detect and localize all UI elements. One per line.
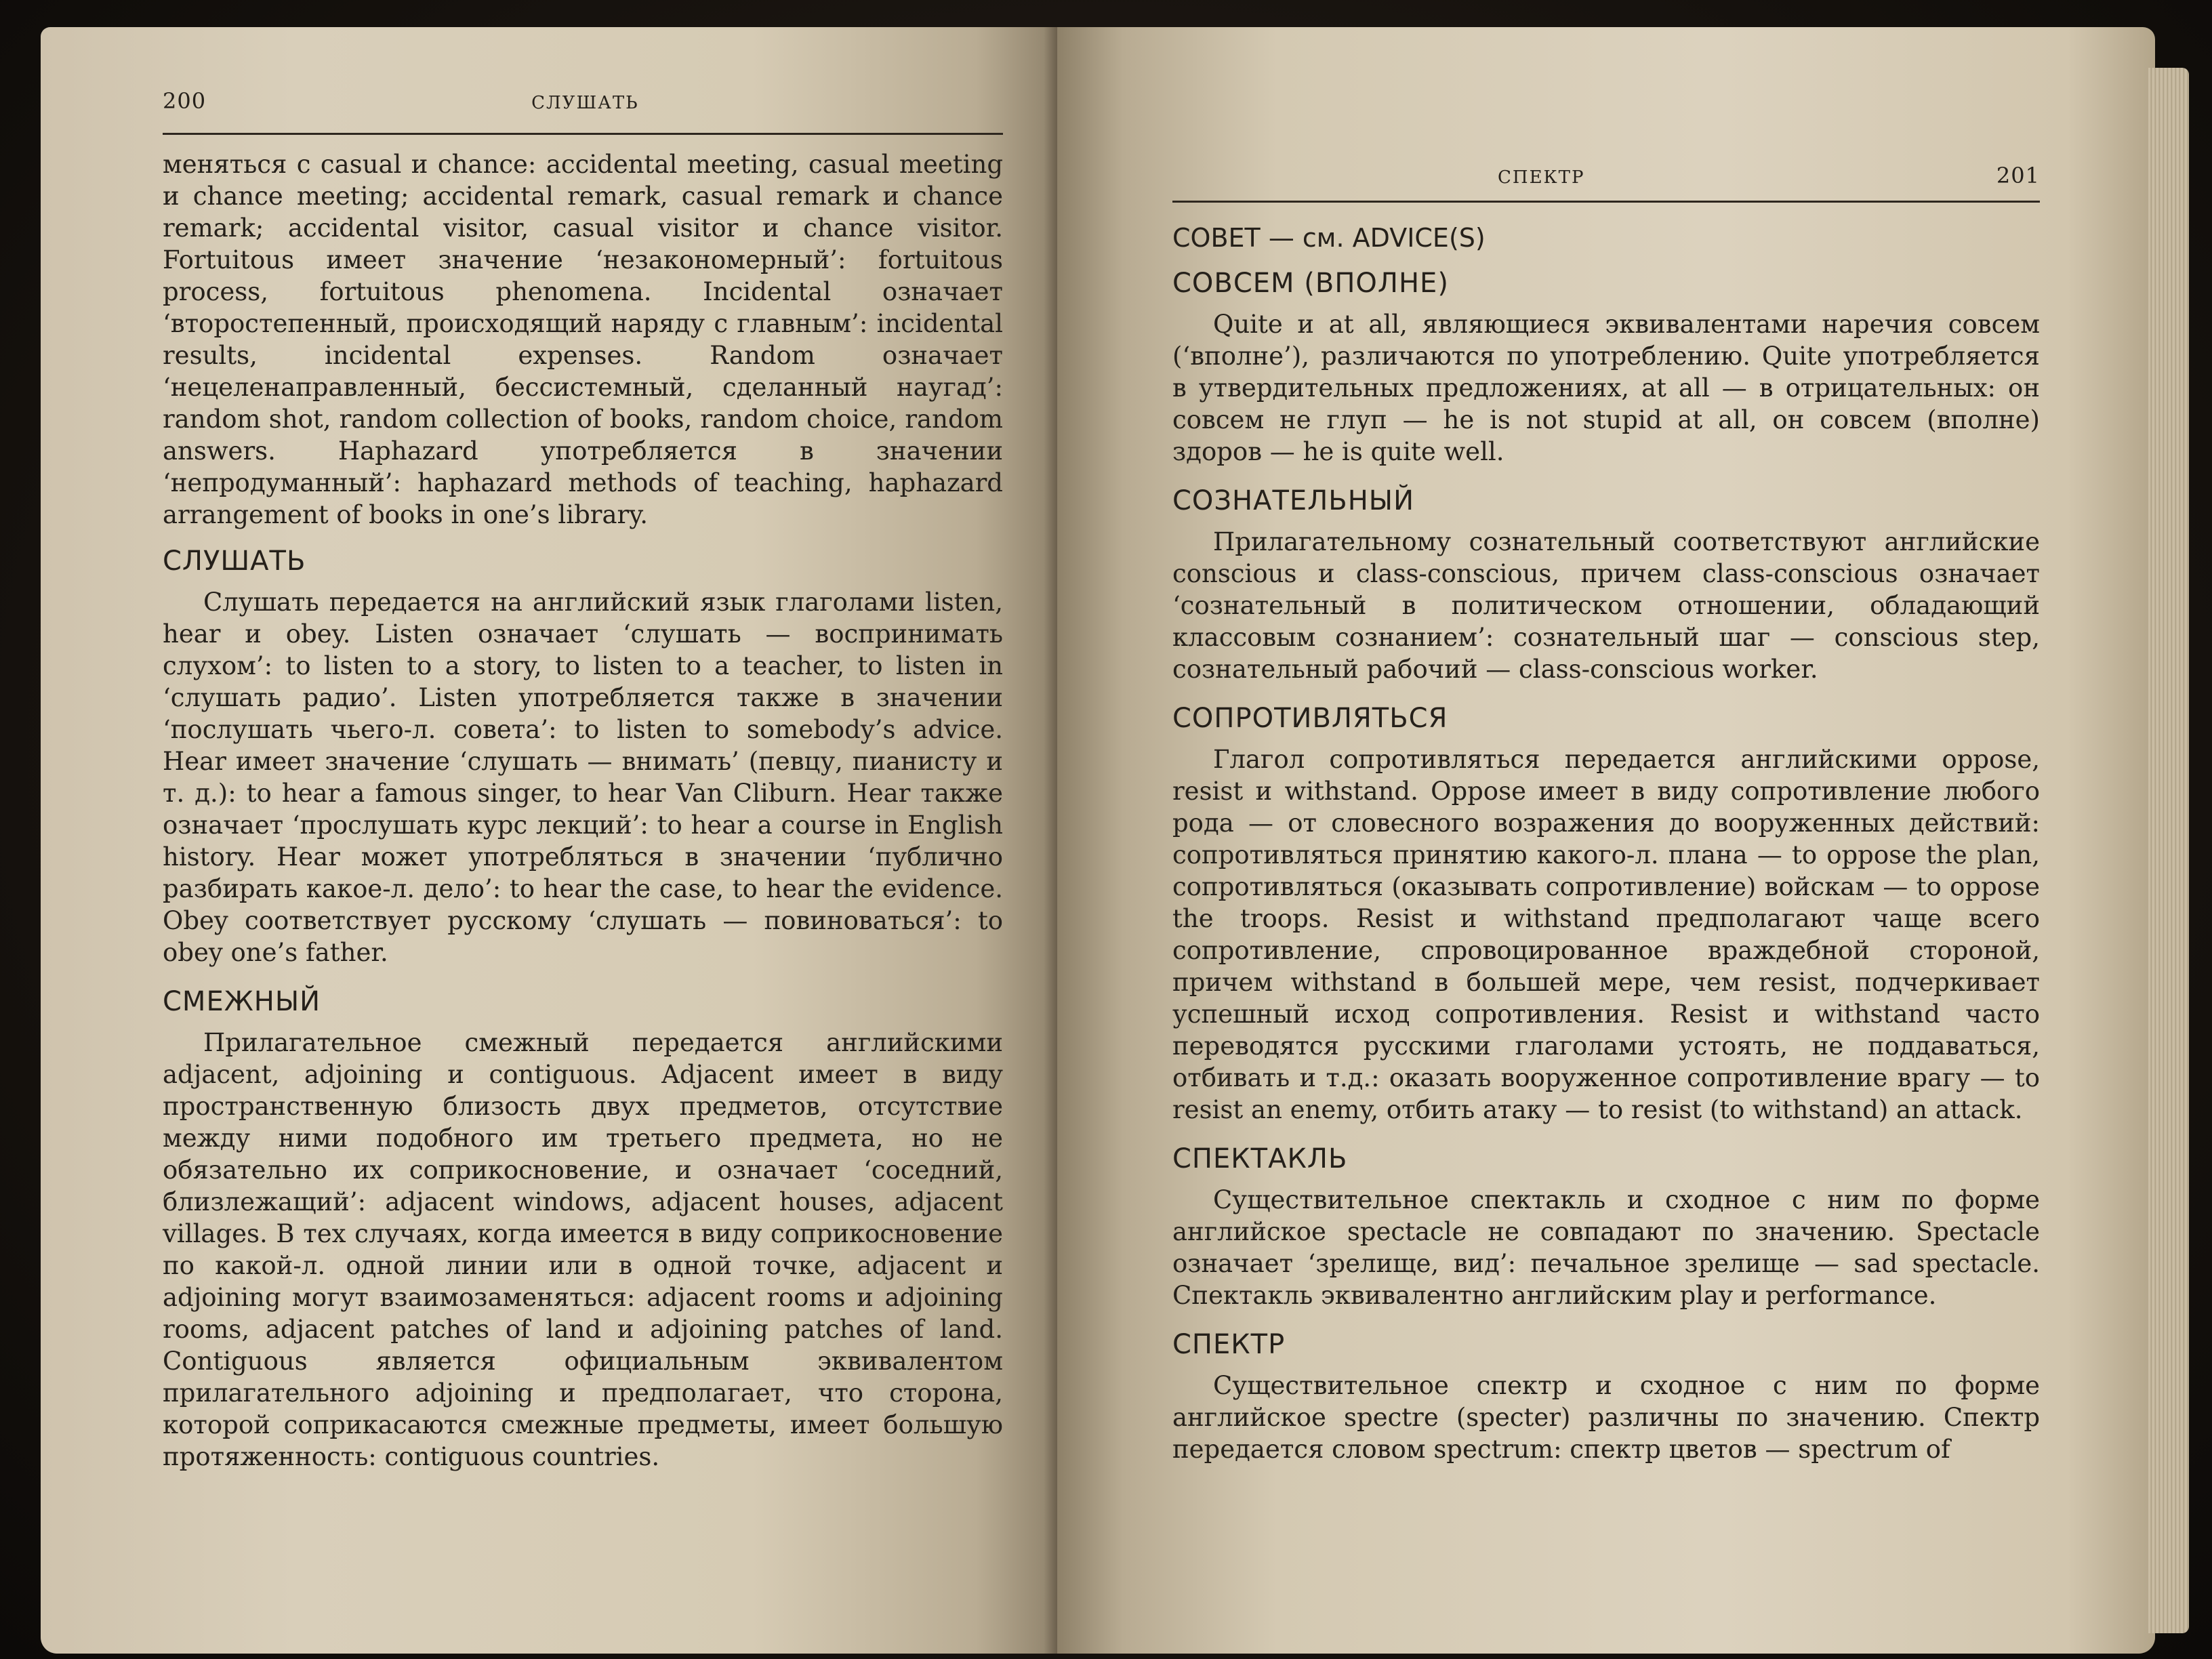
entry-text: Существительное спектр и сходное с ним по форме английское spectre (specter) различны по значению. Спектр передается словом spectrum: спектр цветов — spectrum of — [1172, 1371, 2040, 1464]
right-running-head-word: СПЕКТР — [1498, 167, 1585, 188]
entry-spektr — [1172, 1329, 2040, 1465]
left-continuation-text: меняться с casual и chance: accidental meeting, casual meeting и chance meeting; accidental remark, casual remark и chance remark; accidental visitor, casual visitor и chance visitor. Fortuitous имеет значение ‘незакономерный’: fortuitous process, fortuitous phenomena. Incidental означает ‘второстепенный, происходящий наряду с главным’: incidental results, incidental expenses. Random означает ‘нецеленаправленный, бессистемный, сделанный наугад’: random shot, random collection of books, random choice, random answers. Haphazard употребляется в значении ‘непродуманный’: haphazard methods of teaching, haphazard arrangement of books in one’s library. — [163, 150, 1003, 529]
left-running-head — [163, 88, 1003, 126]
entry-soznatelny — [1172, 485, 2040, 685]
right-page-number: 201 — [1996, 163, 2040, 188]
entry-headword: СОВСЕМ (ВПОЛНЕ) — [1172, 268, 1449, 299]
right-running-head — [1172, 163, 2040, 203]
left-header-rule — [163, 133, 1003, 135]
entry-headword: СОЗНАТЕЛЬНЫЙ — [1172, 485, 1415, 516]
left-running-head-word: СЛУШАТЬ — [531, 93, 639, 113]
entry-text: Слушать передается на английский язык глаголами listen, hear и obey. Listen означает ‘слушать — воспринимать слухом’: to listen to a story, to listen to a teacher, to listen in ‘слушать радио’. Listen употребляется также в значении ‘послушать чьего-л. совета’: to listen to somebody’s advice. Hear имеет значение ‘слушать — внимать’ (певцу, пианисту и т. д.): to hear a famous singer, to hear Van Cliburn. Hear также означает ‘прослушать курс лекций’: to hear a course in English history. Hear может употребляться в значении ‘публично разбирать какое-л. дело’: to hear the case, to hear the evidence. Obey соответствует русскому ‘слушать — повиноваться’: to obey one’s father. — [163, 588, 1003, 967]
entry-smezhny — [163, 986, 1003, 1473]
entry-text: Quite и at all, являющиеся эквивалентами наречия совсем (‘вполне’), различаются по употреблению. Quite употребляется в утвердительных предложениях, at all — в отрицательных: он совсем не глуп — he is not stupid at all, он совсем (вполне) здоров — he is quite well. — [1172, 310, 2040, 466]
left-page-number: 200 — [163, 88, 207, 114]
entry-headword: СПЕКТАКЛЬ — [1172, 1143, 1348, 1174]
entry-headword: СЛУШАТЬ — [163, 546, 306, 577]
entry-spektakl — [1172, 1143, 2040, 1311]
right-page — [1057, 27, 2155, 1654]
entry-text: Существительное спектакль и сходное с ним по форме английское spectacle не совпадают по значению. Spectacle означает ‘зрелище, вид’: печальное зрелище — sad spectacle. Спектакль эквивалентно английским play и performance. — [1172, 1185, 2040, 1310]
entry-sovsem — [1172, 268, 2040, 468]
entry-soprotivlyatsya — [1172, 703, 2040, 1126]
entry-headword: СМЕЖНЫЙ — [163, 986, 321, 1017]
entry-text: Прилагательное смежный передается английскими adjacent, adjoining и contiguous. Adjacent имеет в виду пространственную близость двух предметов, отсутствие между ними подобного им третьего предмета, но не обязательно их соприкосновение, и означает ‘соседний, близлежащий’: adjacent windows, adjacent houses, adjacent villages. В тех случаях, когда имеется в виду соприкосновение по какой-л. одной линии или в одной точке, adjacent и adjoining могут взаимозаменяться: adjacent rooms и adjoining rooms, adjacent patches of land и adjoining patches of land. Contiguous является официальным эквивалентом прилагательного adjoining и предполагает, что сторона, которой соприкасаются смежные предметы, имеет большую протяженность: contiguous countries. — [163, 1028, 1003, 1471]
entry-text: Глагол сопротивляться передается английскими oppose, resist и withstand. Oppose имеет в виду сопротивление любого рода — от словесного возражения до вооруженных действий: сопротивляться принятию какого-л. плана — to oppose the plan, сопротивляться (оказывать сопротивление) войскам — to oppose the troops. Resist и withstand предполагают чаще всего сопротивление, спровоцированное враждебной стороной, причем withstand в большей мере, чем resist, подчеркивает успешный исход сопротивления. Resist и withstand часто переводятся русскими глаголами устоять, не поддаваться, отбивать и т.д.: оказать вооруженное сопротивление врагу — to resist an enemy, отбить атаку — to resist (to withstand) an attack. — [1172, 745, 2040, 1124]
page-stack-edges — [2148, 68, 2189, 1633]
crossref-sovet: СОВЕТ — см. ADVICE(S) — [1172, 223, 1486, 253]
open-book — [41, 27, 2175, 1654]
entry-headword: СПЕКТР — [1172, 1329, 1286, 1360]
entry-slushat — [163, 546, 1003, 968]
entry-headword: СОПРОТИВЛЯТЬСЯ — [1172, 703, 1448, 734]
entry-text: Прилагательному сознательный соответствуют английские conscious и class-conscious, причем class-conscious означает ‘сознательный в политическом отношении, обладающий классовым сознанием’: сознательный шаг — conscious step, сознательный рабочий — class-conscious worker. — [1172, 527, 2040, 684]
left-page — [41, 27, 1057, 1654]
